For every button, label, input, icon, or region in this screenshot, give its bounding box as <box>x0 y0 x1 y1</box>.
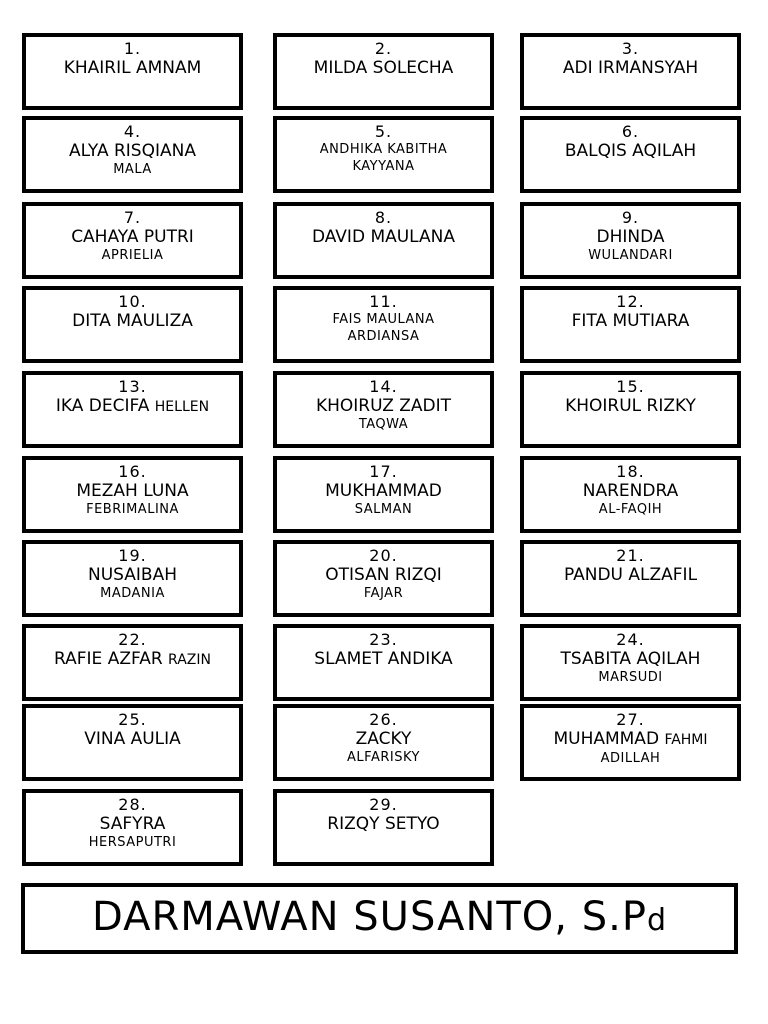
card-number: 26. <box>369 710 398 729</box>
name-card <box>22 286 243 363</box>
card-name-line1 <box>277 729 490 749</box>
name-card <box>273 456 494 533</box>
card-name-line1 <box>26 141 239 161</box>
card-name-line2: WULANDARI <box>588 248 673 263</box>
card-name-main: IKA DECIFA <box>55 396 150 416</box>
card-number: 16. <box>118 462 147 481</box>
card-name-line1 <box>277 649 490 669</box>
card-name-line1 <box>26 565 239 585</box>
name-card <box>520 286 741 363</box>
card-name-line1 <box>26 227 239 247</box>
card-number: 24. <box>616 630 645 649</box>
card-name-main: DHINDA <box>596 227 665 247</box>
card-name-main: OTISAN RIZQI <box>325 565 442 585</box>
card-name-extra: HELLEN <box>154 399 210 415</box>
card-name-line1 <box>26 729 239 749</box>
name-card <box>273 286 494 363</box>
card-name-line2: HERSAPUTRI <box>88 835 177 850</box>
card-name-main: NUSAIBAH <box>88 565 177 585</box>
teacher-name: DARMAWAN SUSANTO, S.P <box>91 894 647 940</box>
card-name-line2: MADANIA <box>100 586 165 601</box>
name-card <box>22 704 243 781</box>
card-number: 23. <box>369 630 398 649</box>
card-number: 2. <box>374 39 393 58</box>
card-name-main: KHOIRUL RIZKY <box>565 396 696 416</box>
card-name-main: TSABITA AQILAH <box>560 649 701 669</box>
teacher-name-card <box>21 883 738 954</box>
name-card <box>273 704 494 781</box>
card-number: 22. <box>118 630 147 649</box>
name-card <box>273 371 494 448</box>
card-number: 14. <box>369 377 398 396</box>
card-number: 1. <box>123 39 142 58</box>
card-name-main: BALQIS AQILAH <box>564 141 697 161</box>
card-name-line1 <box>277 58 490 78</box>
name-card <box>22 33 243 110</box>
card-name-line1 <box>26 649 239 670</box>
card-name-line1 <box>524 649 737 669</box>
card-name-main: CAHAYA PUTRI <box>71 227 194 247</box>
card-number: 6. <box>621 122 640 141</box>
card-name-line2: ADILLAH <box>600 751 661 766</box>
card-number: 18. <box>616 462 645 481</box>
card-name-main: KHOIRUZ ZADIT <box>315 396 452 416</box>
card-name-line1 <box>277 565 490 585</box>
name-card <box>22 116 243 193</box>
card-number: 13. <box>118 377 147 396</box>
card-name-line2: FEBRIMALINA <box>86 502 179 517</box>
card-name-main: FITA MUTIARA <box>571 311 690 331</box>
teacher-name-suffix: d <box>646 903 667 938</box>
name-card <box>273 116 494 193</box>
name-card <box>22 789 243 866</box>
card-name-main: MUKHAMMAD <box>325 481 442 501</box>
card-number: 8. <box>374 208 393 227</box>
card-name-main: DITA MAULIZA <box>72 311 193 331</box>
card-name-main: MILDA SOLECHA <box>313 58 454 78</box>
name-card <box>22 456 243 533</box>
card-name-line1 <box>524 396 737 416</box>
card-name-line2: AL-FAQIH <box>598 502 663 517</box>
card-name-line2: ALFARISKY <box>347 750 420 765</box>
card-number: 17. <box>369 462 398 481</box>
card-number: 28. <box>118 795 147 814</box>
name-card <box>520 202 741 279</box>
card-name-main: SLAMET ANDIKA <box>314 649 453 669</box>
card-name-line2: MALA <box>113 162 152 177</box>
card-name-line1 <box>277 311 490 328</box>
card-name-line1 <box>26 396 239 417</box>
name-card <box>22 202 243 279</box>
card-name-line1 <box>524 481 737 501</box>
card-name-main: MUHAMMAD <box>553 729 660 749</box>
card-number: 3. <box>621 39 640 58</box>
card-number: 29. <box>369 795 398 814</box>
card-name-main: PANDU ALZAFIL <box>563 565 698 585</box>
card-name-line2: FAJAR <box>363 586 404 601</box>
name-card <box>273 624 494 701</box>
card-number: 9. <box>621 208 640 227</box>
card-name-line1 <box>26 311 239 331</box>
card-number: 21. <box>616 546 645 565</box>
card-name-main: ANDHIKA KABITHA <box>319 142 448 157</box>
card-name-main: DAVID MAULANA <box>311 227 456 247</box>
card-number: 10. <box>118 292 147 311</box>
name-card <box>520 540 741 617</box>
card-name-line2: APRIELIA <box>101 248 164 263</box>
card-name-line1 <box>277 814 490 834</box>
card-name-main: RIZQY SETYO <box>327 814 440 834</box>
card-name-main: ALYA RISQIANA <box>69 141 196 161</box>
card-name-line1 <box>524 565 737 585</box>
name-card <box>22 371 243 448</box>
card-name-line1 <box>524 58 737 78</box>
card-name-line1 <box>26 481 239 501</box>
card-name-line2: MARSUDI <box>598 670 663 685</box>
card-name-line2: KAYYANA <box>352 159 415 174</box>
card-name-line1 <box>524 227 737 247</box>
card-name-main: MEZAH LUNA <box>76 481 189 501</box>
card-name-main: SAFYRA <box>99 814 166 834</box>
name-card <box>520 33 741 110</box>
name-card <box>520 116 741 193</box>
card-name-line1 <box>277 396 490 416</box>
card-number: 25. <box>118 710 147 729</box>
card-number: 27. <box>616 710 645 729</box>
card-name-line2: TAQWA <box>358 417 409 432</box>
card-name-main: FAIS MAULANA <box>332 312 435 327</box>
card-name-extra: RAZIN <box>168 652 211 668</box>
card-name-line1 <box>524 729 737 750</box>
card-name-line1 <box>26 58 239 78</box>
card-number: 12. <box>616 292 645 311</box>
name-card <box>273 202 494 279</box>
card-name-main: NARENDRA <box>582 481 679 501</box>
name-card <box>520 624 741 701</box>
name-card <box>273 33 494 110</box>
card-name-main: ADI IRMANSYAH <box>562 58 699 78</box>
card-name-line1 <box>277 141 490 158</box>
name-card <box>520 456 741 533</box>
card-name-main: RAFIE AZFAR <box>54 649 163 669</box>
card-number: 7. <box>123 208 142 227</box>
name-card <box>520 704 741 781</box>
card-number: 4. <box>123 122 142 141</box>
name-card <box>22 624 243 701</box>
card-name-line2: SALMAN <box>354 502 413 517</box>
name-card <box>273 540 494 617</box>
card-number: 19. <box>118 546 147 565</box>
name-card <box>520 371 741 448</box>
card-name-main: ZACKY <box>355 729 412 749</box>
card-number: 15. <box>616 377 645 396</box>
card-name-main: VINA AULIA <box>84 729 181 749</box>
card-name-line1 <box>277 227 490 247</box>
card-name-line1 <box>524 141 737 161</box>
card-name-line1 <box>524 311 737 331</box>
card-name-main: KHAIRIL AMNAM <box>63 58 202 78</box>
card-name-line2: ARDIANSA <box>347 329 420 344</box>
name-card <box>273 789 494 866</box>
name-card <box>22 540 243 617</box>
card-number: 11. <box>369 292 398 311</box>
card-number: 5. <box>374 122 393 141</box>
card-name-line1 <box>277 481 490 501</box>
card-number: 20. <box>369 546 398 565</box>
card-name-extra: FAHMI <box>664 732 708 748</box>
card-name-line1 <box>26 814 239 834</box>
